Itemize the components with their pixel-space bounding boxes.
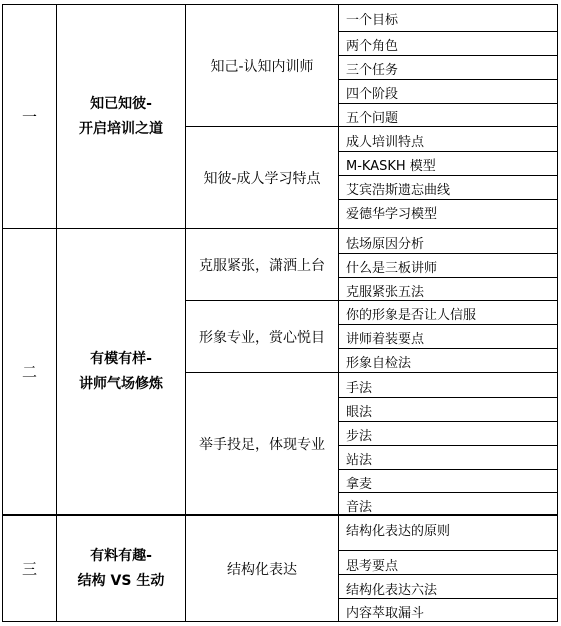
row-divider (338, 445, 558, 446)
row-divider (338, 277, 558, 278)
row-divider (338, 31, 558, 32)
row-divider (338, 199, 558, 200)
topic-item: 成人培训特点 (346, 135, 425, 150)
row-divider (338, 324, 558, 325)
subsection-title (186, 5, 338, 126)
topic-item: 手法 (346, 381, 373, 396)
module-title (57, 516, 185, 621)
topic-item: 讲师着装要点 (346, 332, 425, 347)
row-divider (338, 397, 558, 398)
topic-item: 音法 (346, 500, 373, 515)
module-title-line: 有料有趣- (90, 547, 152, 564)
subsection-title (186, 127, 338, 228)
topic-item: 五个问题 (346, 111, 399, 126)
section-number (3, 5, 56, 228)
row-divider (338, 421, 558, 422)
row-divider (338, 574, 558, 575)
subsection-title-label: 结构化表达 (227, 561, 297, 578)
topic-item: 克服紧张五法 (346, 285, 425, 300)
subsection-title-label: 知己-认知内训师 (210, 58, 314, 75)
row-divider (338, 55, 558, 56)
topic-item: 内容萃取漏斗 (346, 606, 425, 621)
row-divider (338, 598, 558, 599)
subsection-title-label: 知彼-成人学习特点 (203, 170, 321, 187)
topic-item: 四个阶段 (346, 87, 399, 102)
section-number-label: 一 (21, 108, 37, 126)
module-title-line: 有模有样- (90, 350, 152, 367)
topic-item: 结构化表达六法 (346, 583, 438, 598)
column-divider (338, 4, 339, 622)
row-divider (338, 151, 558, 152)
topic-item: 怯场原因分析 (346, 237, 425, 252)
module-title (57, 5, 185, 228)
topic-item: 步法 (346, 429, 373, 444)
row-divider (338, 348, 558, 349)
section-number-label: 三 (21, 560, 37, 578)
topic-item: M-KASKH 模型 (346, 159, 436, 174)
subsection-title (186, 229, 338, 300)
topic-item: 结构化表达的原则 (346, 524, 451, 539)
row-divider (338, 79, 558, 80)
topic-item: 形象自检法 (346, 356, 412, 371)
row-divider (338, 103, 558, 104)
table-border-bottom (2, 621, 558, 622)
topic-item: 站法 (346, 453, 373, 468)
row-divider (338, 492, 558, 493)
topic-item: 三个任务 (346, 63, 399, 78)
topic-item: 什么是三板讲师 (346, 261, 438, 276)
section-number-label: 二 (21, 363, 37, 381)
row-divider (338, 253, 558, 254)
topic-item: 你的形象是否让人信服 (346, 308, 477, 323)
topic-item: 眼法 (346, 405, 373, 420)
topic-item: 思考要点 (346, 559, 399, 574)
module-title (57, 229, 185, 514)
topic-item: 拿麦 (346, 477, 373, 492)
subsection-title-label: 克服紧张，潇洒上台 (199, 257, 325, 274)
subsection-title (186, 373, 338, 514)
module-title-line: 知已知彼- (90, 95, 152, 112)
module-title-line: 开启培训之道 (79, 120, 163, 137)
module-title-line: 结构 VS 生动 (77, 572, 165, 589)
module-title-line: 讲师气场修炼 (79, 375, 163, 392)
topic-item: 艾宾浩斯遗忘曲线 (346, 183, 451, 198)
subsection-title (186, 516, 338, 621)
subsection-title-label: 举手投足，体现专业 (199, 436, 325, 453)
topic-item: 一个目标 (346, 13, 399, 28)
row-divider (338, 550, 558, 551)
subsection-title (186, 301, 338, 372)
section-number (3, 229, 56, 514)
topic-item: 两个角色 (346, 39, 399, 54)
row-divider (338, 175, 558, 176)
row-divider (338, 469, 558, 470)
table-border-right (557, 4, 558, 622)
section-number (3, 516, 56, 621)
topic-item: 爱德华学习模型 (346, 207, 438, 222)
subsection-title-label: 形象专业，赏心悦目 (199, 329, 325, 346)
